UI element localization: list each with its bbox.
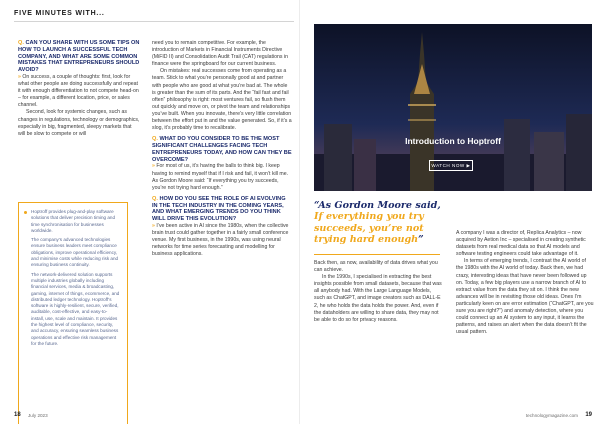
answer-1-paragraph-4: On mistakes: real successes come from operating as a team. Stick to what you’re personally good at and partner with people who are good at what you’re bad at. The whole is greater than the sum of its parts. And the “fail fast and fail often” philosophy is right: most ventures fail, so flush them out quickly and move on, or pivot the team and relationships you’ve built. When you innovate, there’s very little correlation between the effort put in and the value generated. So, if it’s a slog, it’s probably time to recalibrate. (152, 68, 292, 132)
section-header: FIVE MINUTES WITH... (14, 10, 105, 17)
answer-3-paragraph-4: A company I was a director of, Replica Analytics – now acquired by Aetion Inc – specialised in creating synthetic datasets from real medical data so that AI models and software testing engineers could take advantage of it. (456, 230, 586, 258)
column-1 (18, 40, 140, 138)
company-info-paragraph-2: The company’s advanced technologies ensure business leaders meet compliance obligations, improve operational efficiency, and minimise costs while reducing risk and ensuring business continuity. (31, 237, 119, 268)
answer-3-paragraph-5: In terms of emerging trends, I contrast the AI world of the 1980s with the AI world of today. Back then, we had crazy, interesting ideas that have never been followed up on. Today, a few big players use a narrow branch of AI to extract value from the data they sit on. I think the new advances will be in revisiting those old ideas. Ones I’m particularly keen on are error estimation (“ChatGPT, are you sure you are right?”) and anomaly detection, where you could connect up an AI system to any input, it learns the patterns, and raises an alert when the data doesn’t fit the usual pattern. (456, 258, 594, 336)
answer-1-paragraph-3: need you to remain competitive. For example, the introduction of Markets in Financial Instruments Directive (MiFID II) and Consolidation Audit Trail (CAT) regulations in finance were the springboard for our current business. (152, 40, 288, 68)
question-1: Q. CAN YOU SHARE WITH US SOME TIPS ON HOW TO LAUNCH A SUCCESSFUL TECH COMPANY, AND WHAT ARE SOME COMMON MISTAKES THAT ENTREPRENEURS SHOULD AVOID? (18, 40, 140, 74)
company-info-box (18, 202, 128, 424)
answer-3-paragraph-3: In the 1990s, I specialised in extracting the best insights possible from small datasets, because that was all anybody had. With the Large Language Models, such as ChatGPT, and image creators such as DALL-E 2, he who holds the data holds the power. And, even if the dataholders are willing to share data, they may not be able to do so for privacy reasons. (314, 274, 442, 323)
answer-2: » For most of us, it’s having the balls to think big. I keep having to remind myself that if I risk and fail, it won’t kill me. As Gordon Moore said: “If everything you try succeeds, you’re not trying hard enough.” (152, 163, 289, 191)
answer-1-paragraph-2: Second, look for systemic changes, such as changes in regulations, technology or demographics, especially in big, fragmented, sleepy markets that will be slow to compete or will (18, 109, 140, 137)
question-3: Q. HOW DO YOU SEE THE ROLE OF AI EVOLVING IN THE TECH INDUSTRY IN THE COMING YEARS, AND WHAT EMERGING TRENDS DO YOU THINK WILL DRIVE THIS EVOLUTION? (152, 195, 286, 223)
right-page (300, 0, 600, 424)
column-3 (314, 260, 442, 324)
issue-date: July 2023 (28, 413, 48, 418)
answer-3-paragraph-2: Back then, as now, availability of data drives what you can achieve. (314, 260, 438, 274)
quote-underline (314, 254, 440, 255)
arrow-icon: » (152, 222, 155, 229)
header-divider (14, 21, 294, 22)
column-2 (152, 40, 292, 258)
answer-1-paragraph-1: » On success, a couple of thoughts: first, look for what other people are doing successfully and repeat it with enough differentiation to not compete head-on – for example, a different location, price, or sales channel. (18, 73, 139, 109)
arrow-icon: » (18, 73, 21, 80)
page-number-right: 19 (585, 412, 592, 418)
column-4 (456, 230, 594, 336)
page-number-left: 18 (14, 412, 21, 418)
pull-quote: “As Gordon Moore said, If everything you try succeeds, you’re not trying hard enough” (314, 200, 441, 246)
watch-now-button[interactable]: WATCH NOW ▶ (429, 160, 473, 171)
dot-icon (24, 211, 27, 214)
video-title: Introduction to Hoptroff (405, 136, 501, 146)
company-info-paragraph-3: The network-delivered solution supports multiple industries globally including financial services, media & broadcasting, gaming, internet of things, ecommerce, and distributed ledger technology. Hoptroff’s software is highly-resilient, secure, verified, auditable, cost-effective, and easy-to-install, use, scale and maintain. It provides the highest level of compliance, security, and accuracy, ensuring seamless business operations and effective risk management for the future. (31, 271, 120, 346)
answer-3: » I’ve been active in AI since the 1980s, when the collective brain trust could gather together in a fairly small conference venue. My first business, in the 1990s, was using neural networks for time series forecasting and modelling for business applications. (152, 222, 289, 258)
video-panel[interactable] (314, 24, 592, 191)
arrow-icon: » (152, 163, 155, 170)
company-info-paragraph-1: Hoptroff provides plug-and-play software solutions that deliver precision timing and time synchronisation for businesses worldwide. (31, 209, 116, 233)
question-2: Q. WHAT DO YOU CONSIDER TO BE THE MOST SIGNIFICANT CHALLENGES FACING TECH ENTREPRENEURS TODAY, AND HOW CAN THEY BE OVERCOME? (152, 136, 292, 163)
website-url[interactable]: technologymagazine.com (525, 413, 578, 418)
